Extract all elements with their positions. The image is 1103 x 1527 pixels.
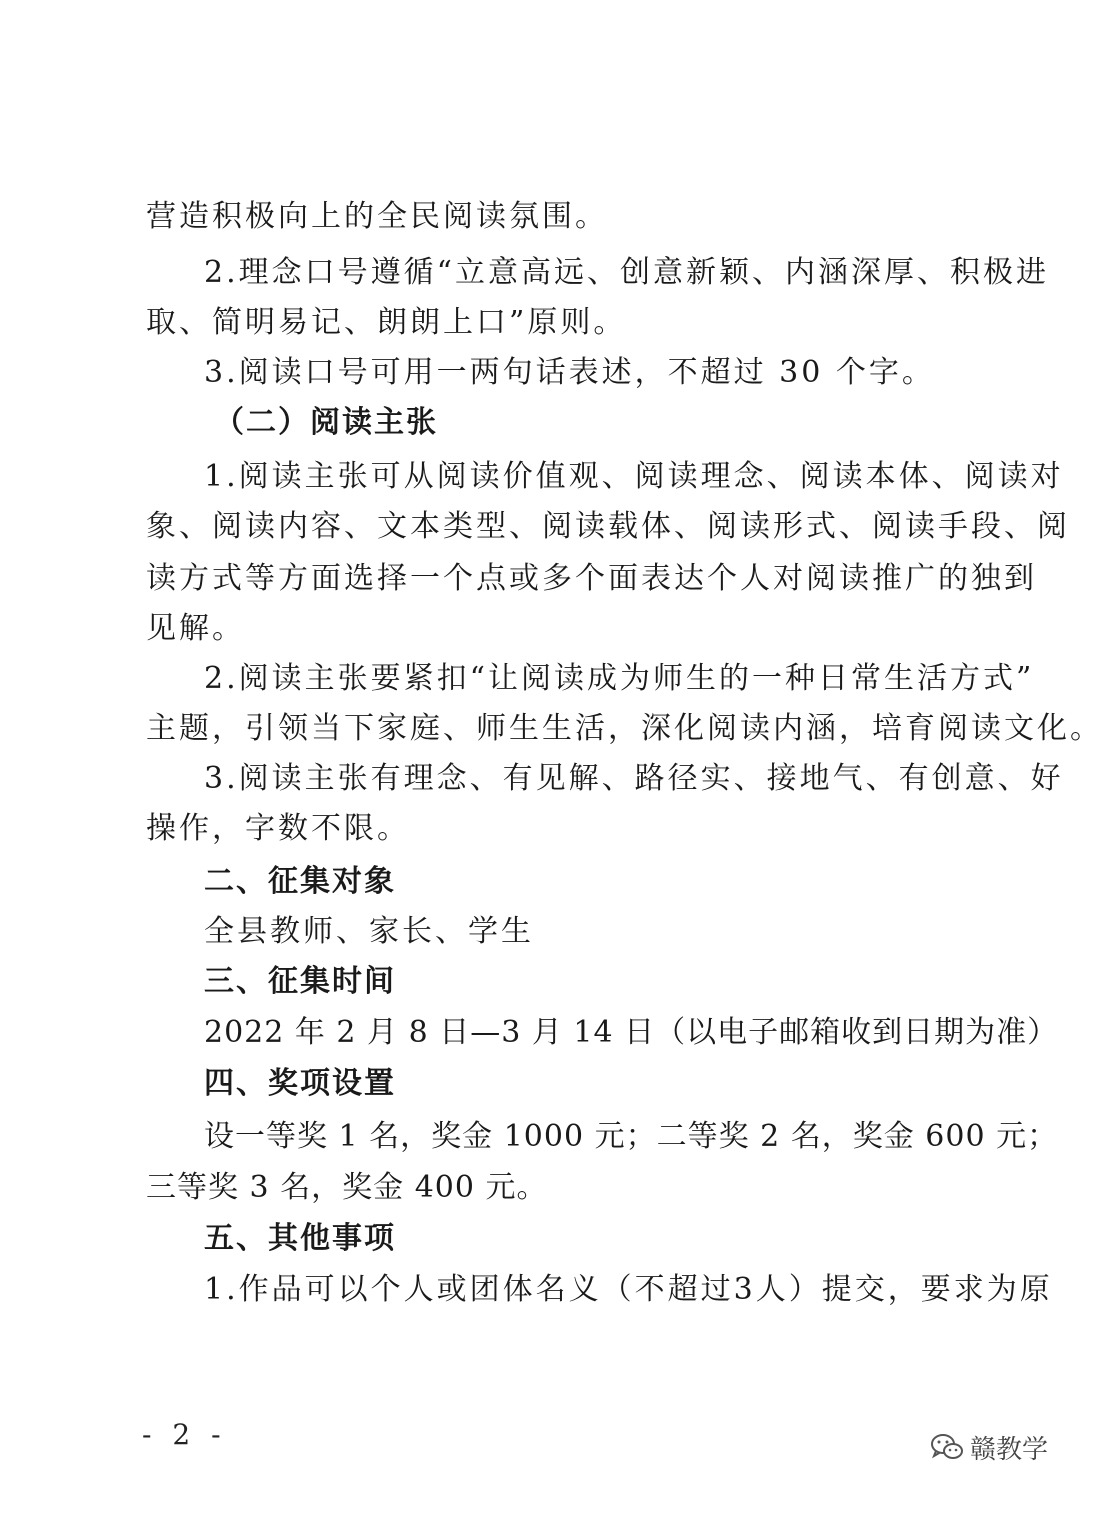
paragraph-line: 3 . 阅 读 主 张 有 理 念 、 有 见 解 、 路 径 实 、 接 地 气 、 有 创 意 、 好 (204, 761, 1064, 796)
paragraph-line: 2 . 理 念 口 号 遵 循 “ 立 意 高 远 、 创 意 新 颖 、 内 涵 深 厚 、 积 极 进 (204, 255, 1049, 290)
section-subheading: （二）阅读主张 (214, 405, 438, 440)
paragraph-line: 操作，字数不限。 (146, 811, 410, 846)
paragraph-line: 读 方 式 等 方 面 选 择 一 个 点 或 多 个 面 表 达 个 人 对 阅 读 推 广 的 独 到 (146, 561, 1037, 596)
section-heading: 四、奖项设置 (204, 1066, 396, 1101)
paragraph-line: 三等奖 3 名，奖金 400 元。 (146, 1170, 548, 1205)
paragraph-line: 营造积极向上的全民阅读氛围。 (146, 199, 608, 234)
paragraph-line: 1 . 阅 读 主 张 可 从 阅 读 价 值 观 、 阅 读 理 念 、 阅 读 本 体 、 阅 读 对 (204, 459, 1064, 494)
paragraph-line: 象 、 阅 读 内 容 、 文 本 类 型 、 阅 读 载 体 、 阅 读 形 式 、 阅 读 手 段 、 阅 (146, 509, 1070, 544)
paragraph-line: 取、简明易记、朗朗上口”原则。 (146, 305, 627, 340)
paragraph-line: 2 . 阅 读 主 张 要 紧 扣 “ 让 阅 读 成 为 师 生 的 一 种 日 常 生 活 方 式 ” (204, 661, 1035, 696)
paragraph-line: 设一等奖 1 名，奖金 1000 元；二等奖 2 名，奖金 600 元； (204, 1119, 1059, 1154)
paragraph-line: 3.阅读口号可用一两句话表述，不超过 30 个字。 (204, 355, 935, 390)
paragraph-line: 全县教师、家长、学生 (204, 914, 534, 949)
paragraph-line: 主 题 ， 引 领 当 下 家 庭 、 师 生 生 活 ， 深 化 阅 读 内 涵 ， 培 育 阅 读 文 化 。 (146, 711, 1103, 746)
section-heading: 三、征集时间 (204, 964, 396, 999)
paragraph-line: 见解。 (146, 611, 245, 646)
paragraph-line: 2022 年 2 月 8 日—3 月 14 日（以电子邮箱收到日期为准） (204, 1015, 1059, 1050)
wechat-icon (930, 1433, 964, 1461)
section-heading: 二、征集对象 (204, 864, 396, 899)
paragraph-line: 1 . 作 品 可 以 个 人 或 团 体 名 义 （ 不 超 过 3 人 ） 提 交 ， 要 求 为 原 (204, 1272, 1053, 1307)
watermark (930, 1427, 1048, 1467)
section-heading: 五、其他事项 (204, 1221, 396, 1256)
page-number: - 2 - (142, 1418, 227, 1451)
watermark-text: 赣教学 (970, 1434, 1049, 1465)
